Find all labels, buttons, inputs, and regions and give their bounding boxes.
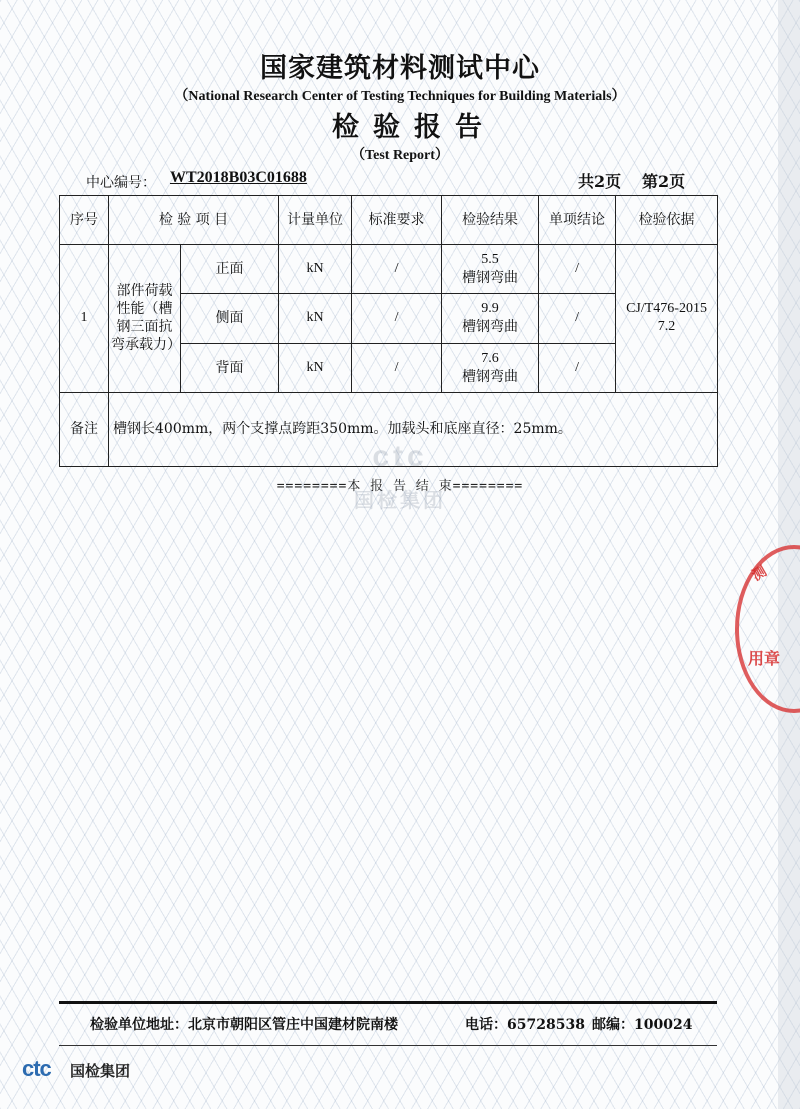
center-number-label: 中心编号： <box>86 175 156 191</box>
watermark-name: 国检集团 <box>354 490 446 512</box>
header-seq: 序号 <box>60 196 109 245</box>
company-name: 国检集团 <box>70 1063 131 1080</box>
standard-value: / <box>352 343 442 392</box>
report-end-marker: ========本 报 告 结 束======== <box>276 479 524 494</box>
result-value: 5.5 <box>481 252 499 268</box>
header-conclusion: 单项结论 <box>539 196 616 245</box>
unit-value: kN <box>279 245 352 294</box>
header-item: 检 验 项 目 <box>109 196 279 245</box>
standard-value: / <box>352 245 442 294</box>
remark-text: 槽钢长400mm，两个支撑点跨距350mm。加载头和底座直径：25mm。 <box>109 392 718 466</box>
header-unit: 计量单位 <box>279 196 352 245</box>
sub-item: 侧面 <box>181 294 279 343</box>
table-header-row <box>60 196 718 245</box>
footer-phone: 电话：65728538 <box>465 1017 585 1033</box>
sub-item: 背面 <box>181 343 279 392</box>
report-subtitle: （Test Report） <box>351 148 449 163</box>
test-result-table <box>59 195 718 467</box>
header-standard: 标准要求 <box>352 196 442 245</box>
seq-value: 1 <box>60 245 109 393</box>
item-group-label: 部件荷载性能（槽钢三面抗弯承载力） <box>109 245 181 393</box>
conclusion-value: / <box>539 343 616 392</box>
footer-postcode: 邮编：100024 <box>592 1017 693 1033</box>
ctc-logo-icon: ctc <box>22 1056 51 1081</box>
remark-label: 备注 <box>60 392 109 466</box>
standard-value: / <box>352 294 442 343</box>
seal-text-top: 测 <box>749 563 770 585</box>
seal-text-bottom: 用章 <box>748 649 781 668</box>
sub-item: 正面 <box>181 245 279 294</box>
unit-value: kN <box>279 294 352 343</box>
result-value: 9.9 <box>481 301 499 317</box>
basis-cell <box>616 245 718 393</box>
footer-divider <box>59 1001 717 1004</box>
result-note: 槽钢弯曲 <box>462 368 519 385</box>
page-total: 共2页 <box>578 172 622 191</box>
seal-stamp <box>735 545 800 713</box>
org-subtitle: （National Research Center of Testing Techniques for Building Materials） <box>174 89 626 104</box>
conclusion-value: / <box>539 294 616 343</box>
center-number-value: WT2018B03C01688 <box>170 169 307 186</box>
footer-address: 检验单位地址：北京市朝阳区管庄中国建材院南楼 <box>90 1017 398 1033</box>
result-note: 槽钢弯曲 <box>462 319 519 336</box>
result-cell <box>442 343 539 392</box>
basis-standard: CJ/T476-2015 <box>626 301 707 317</box>
footer-divider-thin <box>59 1045 717 1046</box>
result-cell <box>442 245 539 294</box>
page-current: 第2页 <box>642 172 686 191</box>
table-row <box>60 245 718 294</box>
watermark-logo: ctc <box>372 440 428 473</box>
result-cell <box>442 294 539 343</box>
header-basis: 检验依据 <box>616 196 718 245</box>
basis-clause: 7.2 <box>657 319 676 335</box>
unit-value: kN <box>279 343 352 392</box>
result-value: 7.6 <box>481 350 499 366</box>
conclusion-value: / <box>539 245 616 294</box>
report-title: 检验报告 <box>332 112 496 143</box>
org-title: 国家建筑材料测试中心 <box>260 53 540 84</box>
header-result: 检验结果 <box>442 196 539 245</box>
result-note: 槽钢弯曲 <box>462 270 519 287</box>
